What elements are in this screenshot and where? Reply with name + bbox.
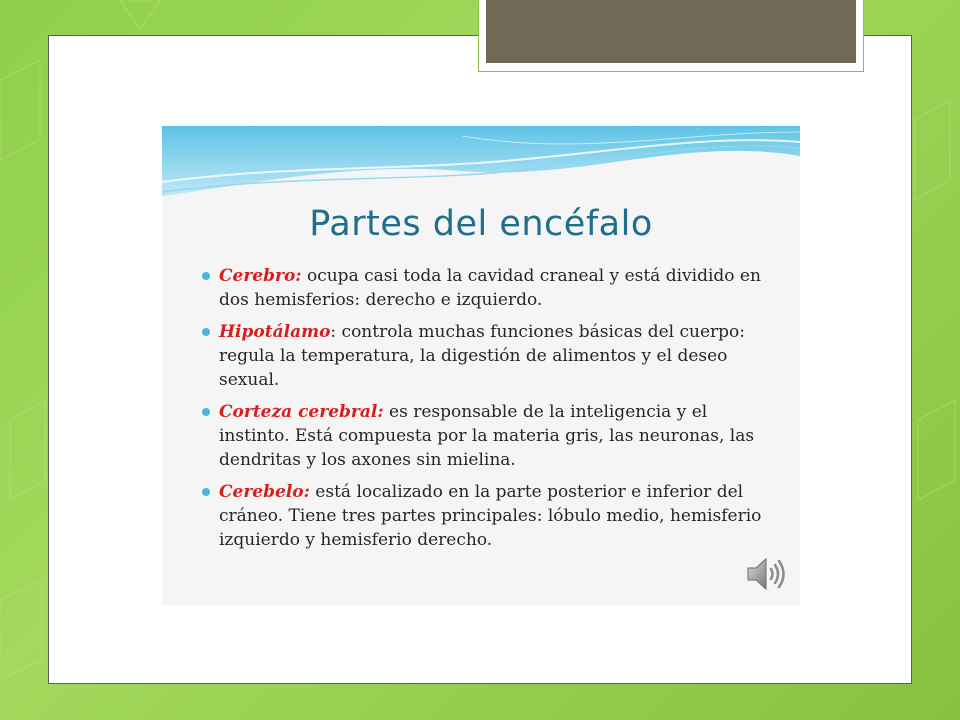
decorative-tab <box>486 0 856 63</box>
bullet-list <box>202 264 782 560</box>
bullet-marker <box>202 488 210 496</box>
wave-header-decoration <box>162 126 800 206</box>
bullet-marker <box>202 272 210 280</box>
bullet-marker <box>202 408 210 416</box>
bullet-item <box>202 264 782 312</box>
bullet-term: Corteza cerebral: <box>219 402 384 422</box>
bullet-term: Cerebro: <box>219 266 302 286</box>
bullet-term: Cerebelo: <box>219 482 310 502</box>
bullet-marker <box>202 328 210 336</box>
bullet-text: : controla muchas funciones básicas del cuerpo: regula la temperatura, la digestión de alimentos y el deseo sexual. <box>219 322 745 390</box>
bullet-text: está localizado en la parte posterior e inferior del cráneo. Tiene tres partes principales: lóbulo medio, hemisferio izquierdo y hemisferio derecho. <box>219 482 762 550</box>
bullet-item <box>202 400 782 472</box>
bullet-term: Hipotálamo <box>219 322 331 342</box>
slide-title: Partes del encéfalo <box>309 204 653 244</box>
embedded-slide <box>162 126 800 605</box>
bullet-item <box>202 480 782 552</box>
speaker-icon[interactable] <box>746 556 790 592</box>
bullet-text: ocupa casi toda la cavidad craneal y está dividido en dos hemisferios: derecho e izquierdo. <box>219 266 761 310</box>
bullet-item <box>202 320 782 392</box>
bullet-text: es responsable de la inteligencia y el instinto. Está compuesta por la materia gris, las neuronas, las dendritas y los axones sin mielina. <box>219 402 755 470</box>
